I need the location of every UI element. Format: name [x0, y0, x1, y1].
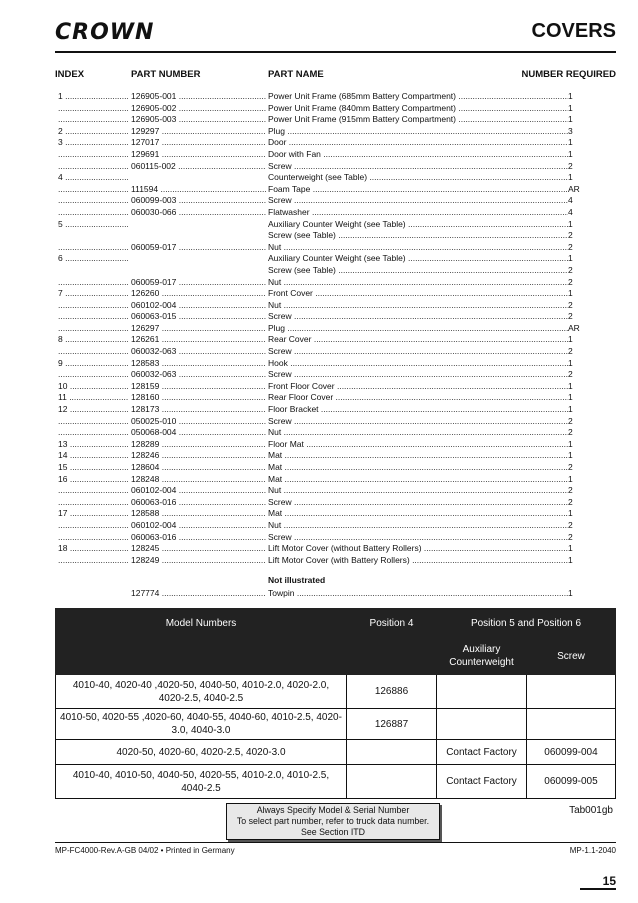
parts-row: [58, 265, 576, 277]
quantity: 1: [568, 102, 573, 113]
part-name: Nut .....: [268, 427, 568, 439]
part-number: 060032-063 .....: [131, 369, 266, 381]
part-name: Door .....: [268, 137, 568, 149]
parts-row: [58, 392, 576, 404]
quantity: 1: [568, 91, 573, 101]
part-number: 060030-066 .....: [131, 207, 266, 219]
quantity: 2: [568, 519, 573, 530]
quantity: 2: [568, 276, 573, 287]
index-cell: 4 .....: [58, 172, 128, 184]
index-cell: [58, 416, 128, 428]
quantity: AR: [568, 322, 580, 333]
quantity: 2: [568, 346, 573, 357]
model-table-row: [56, 709, 616, 740]
quantity: 1: [568, 218, 573, 229]
part-name: Counterweight (see Table) .....: [268, 172, 568, 184]
quantity: 2: [568, 241, 573, 252]
screw-cell: 060099-005: [527, 765, 616, 799]
parts-row: [58, 520, 576, 532]
part-number: 128159 .....: [131, 381, 266, 393]
index-cell: 12 .....: [58, 404, 128, 416]
index-cell: 15 .....: [58, 462, 128, 474]
index-cell: 9 .....: [58, 358, 128, 370]
parts-row: [58, 300, 576, 312]
part-name: Nut .....: [268, 277, 568, 289]
models-cell: 4010-40, 4020-40 ,4020-50, 4040-50, 4010-2.0, 4020-2.0, 4020-2.5, 4040-2.5: [56, 675, 347, 709]
index-cell: 1 .....: [58, 91, 128, 103]
part-name: Lift Motor Cover (with Battery Rollers) .....: [268, 555, 568, 567]
part-number: 128583 .....: [131, 358, 266, 370]
index-cell: [58, 427, 128, 439]
parts-row: [58, 485, 576, 497]
parts-row: [58, 358, 576, 370]
part-name: Screw .....: [268, 416, 568, 428]
part-name: Screw (see Table) .....: [268, 230, 568, 242]
parts-row: [58, 439, 576, 451]
part-name: Mat .....: [268, 450, 568, 462]
part-number: 126905-003 .....: [131, 114, 266, 126]
quantity: 4: [568, 206, 573, 217]
part-name: Auxiliary Counter Weight (see Table) .....: [268, 253, 568, 265]
part-name: Front Cover .....: [268, 288, 568, 300]
not-illustrated-heading: Not illustrated: [268, 575, 326, 585]
part-name: Flatwasher .....: [268, 207, 568, 219]
index-cell: 2 .....: [58, 126, 128, 138]
header-rule: [55, 51, 616, 53]
quantity: 1: [568, 508, 573, 519]
aux-cell: [437, 675, 527, 709]
parts-row: [58, 404, 576, 416]
part-name: Foam Tape .....: [268, 184, 568, 196]
screw-cell: 060099-004: [527, 740, 616, 765]
index-cell: 18 .....: [58, 543, 128, 555]
part-name: Nut .....: [268, 300, 568, 312]
not-illustrated-row: [58, 588, 576, 600]
parts-row: [58, 497, 576, 509]
part-name: Nut .....: [268, 485, 568, 497]
part-name: Mat .....: [268, 508, 568, 520]
col-header-index: INDEX: [55, 69, 85, 80]
parts-row: [58, 242, 576, 254]
part-number: 050025-010 .....: [131, 416, 266, 428]
index-cell: [58, 242, 128, 254]
parts-row: [58, 369, 576, 381]
model-table-header-blank: [56, 638, 347, 675]
part-number: 060102-004 .....: [131, 485, 266, 497]
model-table-row: [56, 675, 616, 709]
screw-cell: [527, 709, 616, 740]
index-cell: 10 .....: [58, 381, 128, 393]
index-cell: 13 .....: [58, 439, 128, 451]
model-table-header-screw: Screw: [527, 638, 616, 675]
note-line: See Section ITD: [300, 827, 366, 837]
models-cell: 4010-40, 4010-50, 4040-50, 4020-55, 4010-2.0, 4010-2.5, 4040-2.5: [56, 765, 347, 799]
quantity: 2: [568, 369, 573, 380]
model-table-row: [56, 740, 616, 765]
quantity: 2: [568, 496, 573, 507]
index-cell: 14 .....: [58, 450, 128, 462]
col-header-part-name: PART NAME: [268, 69, 324, 80]
index-cell: [58, 497, 128, 509]
part-name: Rear Floor Cover .....: [268, 392, 568, 404]
index-cell: [58, 555, 128, 567]
parts-list: [58, 91, 580, 566]
col-header-part-number: PART NUMBER: [131, 69, 201, 80]
index-cell: 17 .....: [58, 508, 128, 520]
index-cell: [58, 277, 128, 289]
part-number: 128246 .....: [131, 450, 266, 462]
page-number-rule: [580, 888, 616, 890]
parts-row: [58, 126, 576, 138]
position4-cell: 126886: [347, 675, 437, 709]
part-number: 060063-016 .....: [131, 532, 266, 544]
crown-logo: CROWN: [55, 20, 155, 45]
part-number: 128245 .....: [131, 543, 266, 555]
quantity: 2: [568, 230, 573, 241]
index-cell: [58, 103, 128, 115]
quantity: 4: [568, 195, 573, 206]
part-name: Power Unit Frame (685mm Battery Compartment) .....: [268, 91, 568, 103]
parts-row: [58, 311, 576, 323]
quantity: 2: [568, 415, 573, 426]
index-cell: [58, 520, 128, 532]
quantity: 1: [568, 172, 573, 183]
model-table-header-models: Model Numbers: [56, 609, 347, 638]
part-name: Power Unit Frame (840mm Battery Compartment) .....: [268, 103, 568, 115]
quantity: 3: [568, 125, 573, 136]
quantity: 2: [568, 311, 573, 322]
part-number: 126905-001 .....: [131, 91, 266, 103]
part-name: Floor Mat .....: [268, 439, 568, 451]
quantity: 1: [568, 357, 573, 368]
index-cell: [58, 346, 128, 358]
part-number: 060032-063 .....: [131, 346, 266, 358]
part-name: Screw .....: [268, 195, 568, 207]
parts-row: [58, 288, 576, 300]
parts-row: [58, 334, 576, 346]
position4-cell: 126887: [347, 709, 437, 740]
quantity: 2: [568, 299, 573, 310]
parts-row: [58, 161, 576, 173]
parts-row: [58, 543, 576, 555]
quantity: 2: [568, 531, 573, 542]
parts-row: [58, 474, 576, 486]
model-table-header-position4: Position 4: [347, 609, 437, 638]
quantity: 1: [568, 114, 573, 125]
index-cell: [58, 485, 128, 497]
part-number: 126905-002 .....: [131, 103, 266, 115]
quantity: 1: [568, 288, 573, 299]
page-number: 15: [602, 874, 616, 888]
quantity: 1: [568, 438, 573, 449]
parts-row: [58, 149, 576, 161]
index-cell: [58, 300, 128, 312]
index-cell: 7 .....: [58, 288, 128, 300]
parts-row: [58, 462, 576, 474]
footer-section-id: MP-1.1-2040: [569, 846, 616, 855]
part-name: Screw (see Table) .....: [268, 265, 568, 277]
parts-row: [58, 219, 576, 231]
note-line: To select part number, refer to truck data number.: [236, 816, 430, 826]
index-cell: [58, 207, 128, 219]
part-number: 060102-004 .....: [131, 300, 266, 312]
part-name: Front Floor Cover .....: [268, 381, 568, 393]
part-name: Plug .....: [268, 126, 568, 138]
quantity: 1: [568, 543, 573, 554]
parts-row: [58, 381, 576, 393]
part-number: 111594 .....: [131, 184, 266, 196]
part-number: 060059-017 .....: [131, 277, 266, 289]
part-name: Screw .....: [268, 369, 568, 381]
col-header-number-required: NUMBER REQUIRED: [521, 69, 616, 80]
part-number: 060099-003 .....: [131, 195, 266, 207]
quantity: 1: [568, 334, 573, 345]
quantity: 1: [568, 404, 573, 415]
part-number: 060115-002 .....: [131, 161, 266, 173]
index-cell: [58, 323, 128, 335]
part-name: Screw .....: [268, 532, 568, 544]
index-cell: [58, 184, 128, 196]
part-number: 060063-015 .....: [131, 311, 266, 323]
part-number: 128604 .....: [131, 462, 266, 474]
part-name: Nut .....: [268, 242, 568, 254]
part-number: 129691 .....: [131, 149, 266, 161]
quantity: 1: [568, 148, 573, 159]
parts-row: [58, 114, 576, 126]
parts-row: [58, 91, 576, 103]
part-number: 060059-017 .....: [131, 242, 266, 254]
part-number: 126261 .....: [131, 334, 266, 346]
part-name: Screw .....: [268, 311, 568, 323]
quantity: 1: [568, 253, 573, 264]
aux-cell: [437, 709, 527, 740]
specify-model-note: [226, 803, 440, 840]
part-name: Rear Cover .....: [268, 334, 568, 346]
part-number: 127017 .....: [131, 137, 266, 149]
position4-cell: [347, 740, 437, 765]
part-number: 128249 .....: [131, 555, 266, 567]
index-cell: [58, 532, 128, 544]
index-cell: 16 .....: [58, 474, 128, 486]
screw-cell: [527, 675, 616, 709]
part-name: Screw .....: [268, 346, 568, 358]
part-number: 050068-004 .....: [131, 427, 266, 439]
parts-row: [58, 555, 576, 567]
model-table-header-blank: [347, 638, 437, 675]
page-title: COVERS: [531, 20, 616, 42]
footer-rule: [55, 842, 616, 843]
index-cell: 6 .....: [58, 253, 128, 265]
index-cell: 8 .....: [58, 334, 128, 346]
models-cell: 4010-50, 4020-55 ,4020-60, 4040-55, 4040-60, 4010-2.5, 4020-3.0, 4040-3.0: [56, 709, 347, 740]
quantity: 1: [568, 380, 573, 391]
part-name: Mat .....: [268, 462, 568, 474]
index-cell: [58, 311, 128, 323]
parts-row: [58, 450, 576, 462]
quantity: 1: [568, 473, 573, 484]
quantity: 1: [568, 450, 573, 461]
part-name: Plug .....: [268, 323, 568, 335]
note-line: Always Specify Model & Serial Number: [256, 805, 410, 815]
parts-row: [58, 532, 576, 544]
parts-row: [58, 195, 576, 207]
parts-row: [58, 172, 576, 184]
parts-row: [58, 137, 576, 149]
quantity: AR: [568, 183, 580, 194]
part-number: 126297 .....: [131, 323, 266, 335]
index-cell: 11 .....: [58, 392, 128, 404]
part-number: 128289 .....: [131, 439, 266, 451]
index-cell: [58, 149, 128, 161]
model-table-header-aux: Auxiliary Counterweight: [437, 638, 527, 675]
model-table-header-position56: Position 5 and Position 6: [437, 609, 616, 638]
part-name: Hook .....: [268, 358, 568, 370]
part-name: Screw .....: [268, 161, 568, 173]
part-name: Nut .....: [268, 520, 568, 532]
quantity: 2: [568, 462, 573, 472]
quantity: 2: [568, 264, 573, 275]
parts-row: [58, 508, 576, 520]
model-table-row: [56, 765, 616, 799]
quantity: 1: [568, 588, 573, 598]
quantity: 1: [568, 554, 573, 565]
parts-row: [58, 253, 576, 265]
parts-row: [58, 277, 576, 289]
quantity: 2: [568, 427, 573, 438]
part-number: 060063-016 .....: [131, 497, 266, 509]
part-number: 060102-004 .....: [131, 520, 266, 532]
part-number: 128173 .....: [131, 404, 266, 416]
aux-cell: Contact Factory: [437, 740, 527, 765]
part-number: 128160 .....: [131, 392, 266, 404]
index-cell: [58, 161, 128, 173]
quantity: 1: [568, 137, 573, 148]
parts-row: [58, 416, 576, 428]
aux-cell: Contact Factory: [437, 765, 527, 799]
index-cell: 5 .....: [58, 219, 128, 231]
part-name: Mat .....: [268, 474, 568, 486]
table-id: Tab001gb: [569, 805, 613, 816]
model-table: [55, 608, 616, 799]
part-name: Door with Fan .....: [268, 149, 568, 161]
quantity: 1: [568, 392, 573, 403]
index-cell: [58, 114, 128, 126]
quantity: 2: [568, 160, 573, 171]
part-number: 127774 .....: [131, 588, 266, 600]
part-name: Screw .....: [268, 497, 568, 509]
parts-row: [58, 183, 580, 196]
part-name: Auxiliary Counter Weight (see Table) .....: [268, 219, 568, 231]
index-cell: 3 .....: [58, 137, 128, 149]
part-number: 126260 .....: [131, 288, 266, 300]
part-number: 128248 .....: [131, 474, 266, 486]
position4-cell: [347, 765, 437, 799]
part-name: Lift Motor Cover (without Battery Rollers) .....: [268, 543, 568, 555]
part-name: Towpin .....: [268, 588, 568, 600]
parts-row: [58, 322, 580, 335]
models-cell: 4020-50, 4020-60, 4020-2.5, 4020-3.0: [56, 740, 347, 765]
index-cell: [58, 369, 128, 381]
parts-row: [58, 230, 576, 242]
footer-doc-id: MP-FC4000-Rev.A-GB 04/02 • Printed in Germany: [55, 846, 235, 855]
parts-row: [58, 427, 576, 439]
part-number: 128588 .....: [131, 508, 266, 520]
part-number: 129297 .....: [131, 126, 266, 138]
parts-row: [58, 346, 576, 358]
index-cell: [58, 195, 128, 207]
part-name: Floor Bracket .....: [268, 404, 568, 416]
parts-row: [58, 103, 576, 115]
quantity: 2: [568, 485, 573, 496]
part-name: Power Unit Frame (915mm Battery Compartment) .....: [268, 114, 568, 126]
parts-row: [58, 207, 576, 219]
